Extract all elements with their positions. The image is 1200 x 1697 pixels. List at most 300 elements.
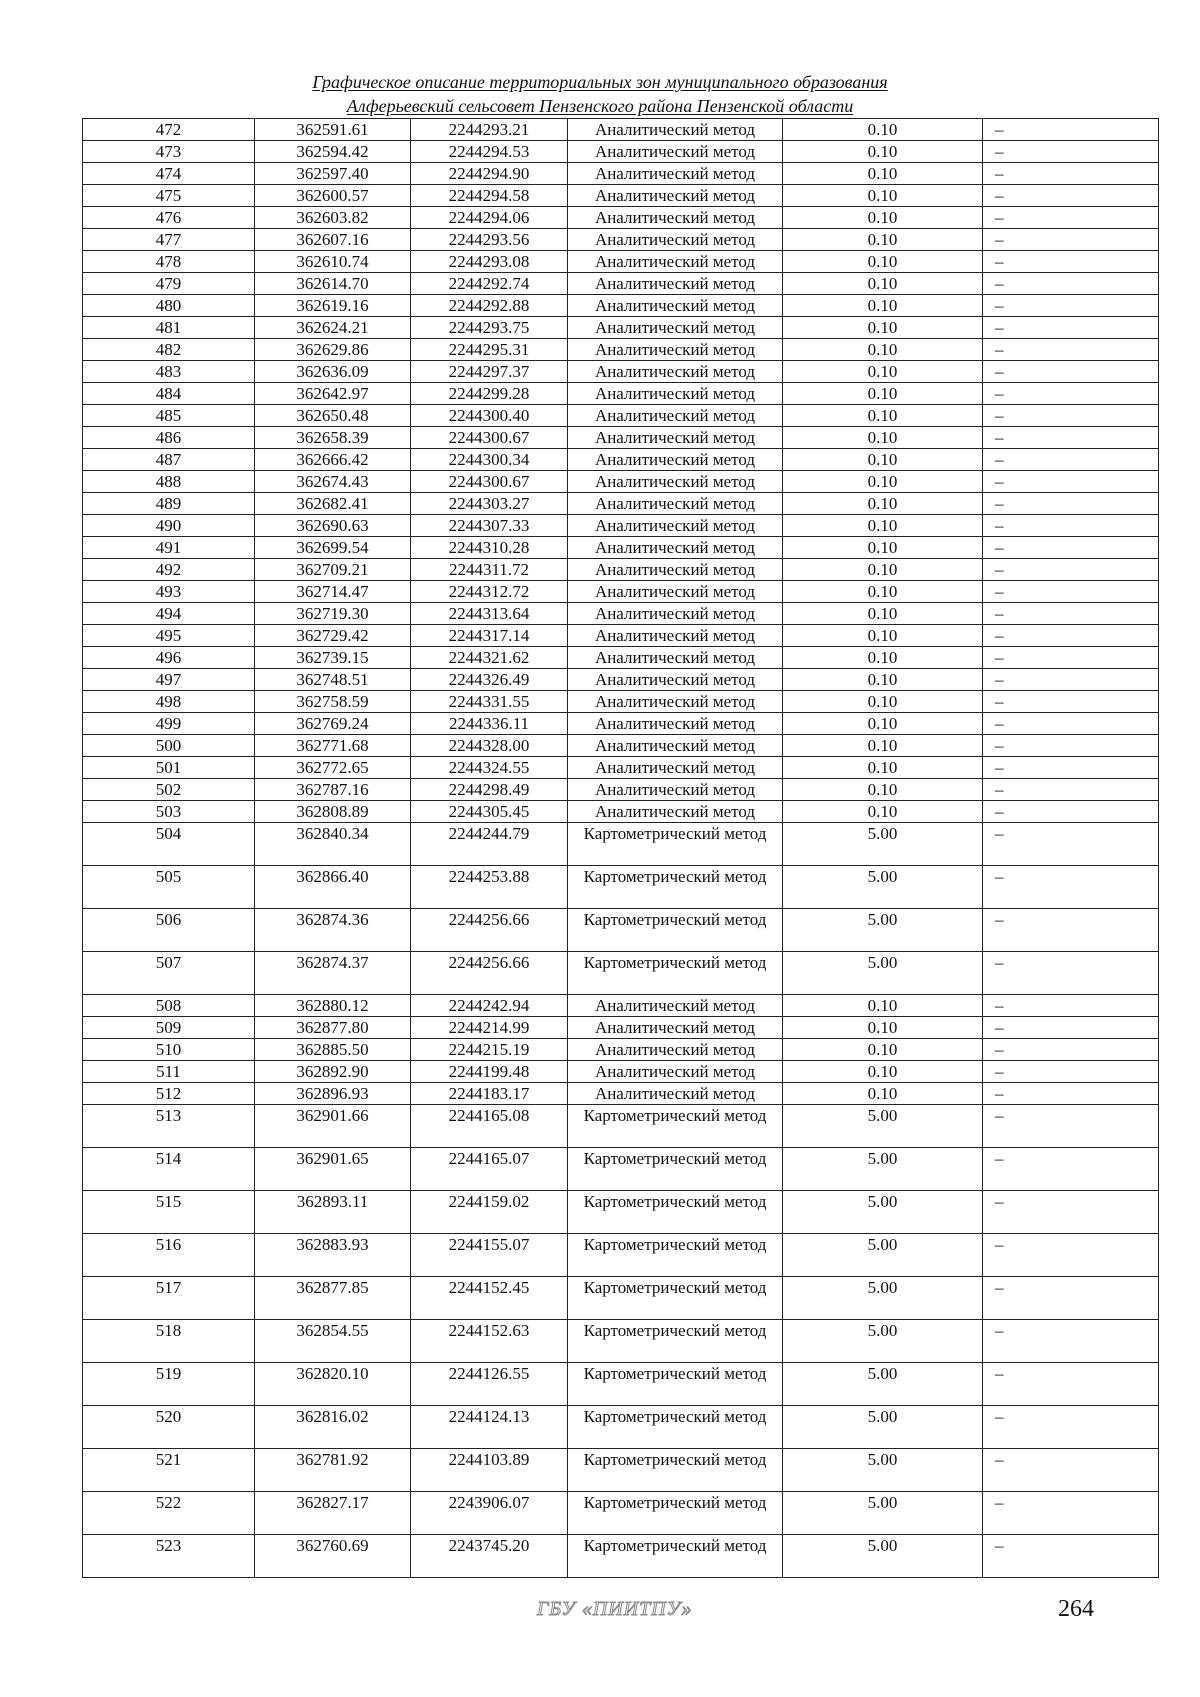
point-number-cell: 518 <box>83 1320 255 1363</box>
accuracy-cell: 5.00 <box>783 1277 983 1320</box>
x-coordinate-cell: 362893.11 <box>255 1191 411 1234</box>
x-coordinate-cell: 362896.93 <box>255 1083 411 1105</box>
method-cell: Аналитический метод <box>568 625 783 647</box>
point-number-cell: 483 <box>83 361 255 383</box>
description-cell: – <box>983 383 1159 405</box>
description-cell: – <box>983 757 1159 779</box>
point-number-cell: 472 <box>83 119 255 141</box>
table-row <box>83 1234 1159 1277</box>
x-coordinate-cell: 362658.39 <box>255 427 411 449</box>
point-number-cell: 502 <box>83 779 255 801</box>
y-coordinate-cell: 2244253.88 <box>411 866 568 909</box>
description-cell: – <box>983 163 1159 185</box>
method-cell: Картометрический метод <box>568 909 783 952</box>
table-row <box>83 1105 1159 1148</box>
method-cell: Картометрический метод <box>568 1535 783 1578</box>
point-number-cell: 505 <box>83 866 255 909</box>
y-coordinate-cell: 2244294.06 <box>411 207 568 229</box>
method-cell: Аналитический метод <box>568 361 783 383</box>
header-line-2: Алферьевский сельсовет Пензенского района Пензенской области <box>346 96 854 116</box>
description-cell: – <box>983 449 1159 471</box>
y-coordinate-cell: 2244292.88 <box>411 295 568 317</box>
point-number-cell: 514 <box>83 1148 255 1191</box>
accuracy-cell: 0.10 <box>783 713 983 735</box>
table-row <box>83 1320 1159 1363</box>
table-row <box>83 1363 1159 1406</box>
x-coordinate-cell: 362769.24 <box>255 713 411 735</box>
x-coordinate-cell: 362674.43 <box>255 471 411 493</box>
accuracy-cell: 0.10 <box>783 995 983 1017</box>
point-number-cell: 497 <box>83 669 255 691</box>
accuracy-cell: 0.10 <box>783 603 983 625</box>
point-number-cell: 515 <box>83 1191 255 1234</box>
x-coordinate-cell: 362874.37 <box>255 952 411 995</box>
description-cell: – <box>983 866 1159 909</box>
y-coordinate-cell: 2244293.21 <box>411 119 568 141</box>
accuracy-cell: 5.00 <box>783 1363 983 1406</box>
accuracy-cell: 0.10 <box>783 207 983 229</box>
description-cell: – <box>983 779 1159 801</box>
y-coordinate-cell: 2244305.45 <box>411 801 568 823</box>
footer-organization: ГБУ «ПИИТПУ» <box>537 1598 693 1620</box>
accuracy-cell: 0.10 <box>783 581 983 603</box>
point-number-cell: 523 <box>83 1535 255 1578</box>
description-cell: – <box>983 603 1159 625</box>
point-number-cell: 507 <box>83 952 255 995</box>
point-number-cell: 486 <box>83 427 255 449</box>
point-number-cell: 485 <box>83 405 255 427</box>
point-number-cell: 498 <box>83 691 255 713</box>
description-cell: – <box>983 1148 1159 1191</box>
x-coordinate-cell: 362781.92 <box>255 1449 411 1492</box>
y-coordinate-cell: 2244165.08 <box>411 1105 568 1148</box>
method-cell: Аналитический метод <box>568 995 783 1017</box>
y-coordinate-cell: 2243745.20 <box>411 1535 568 1578</box>
accuracy-cell: 5.00 <box>783 1148 983 1191</box>
method-cell: Картометрический метод <box>568 1449 783 1492</box>
y-coordinate-cell: 2244295.31 <box>411 339 568 361</box>
table-row <box>83 909 1159 952</box>
description-cell: – <box>983 1406 1159 1449</box>
method-cell: Картометрический метод <box>568 1148 783 1191</box>
accuracy-cell: 5.00 <box>783 909 983 952</box>
x-coordinate-cell: 362816.02 <box>255 1406 411 1449</box>
method-cell: Аналитический метод <box>568 757 783 779</box>
point-number-cell: 516 <box>83 1234 255 1277</box>
point-number-cell: 511 <box>83 1061 255 1083</box>
accuracy-cell: 0.10 <box>783 669 983 691</box>
accuracy-cell: 0.10 <box>783 119 983 141</box>
y-coordinate-cell: 2244297.37 <box>411 361 568 383</box>
description-cell: – <box>983 405 1159 427</box>
method-cell: Аналитический метод <box>568 515 783 537</box>
point-number-cell: 506 <box>83 909 255 952</box>
point-number-cell: 487 <box>83 449 255 471</box>
x-coordinate-cell: 362840.34 <box>255 823 411 866</box>
point-number-cell: 512 <box>83 1083 255 1105</box>
x-coordinate-cell: 362714.47 <box>255 581 411 603</box>
table-row <box>83 952 1159 995</box>
table-row <box>83 427 1159 449</box>
table-row <box>83 669 1159 691</box>
page-header <box>0 70 1200 118</box>
table-row <box>83 229 1159 251</box>
y-coordinate-cell: 2244328.00 <box>411 735 568 757</box>
accuracy-cell: 0.10 <box>783 449 983 471</box>
point-number-cell: 488 <box>83 471 255 493</box>
table-row <box>83 995 1159 1017</box>
x-coordinate-cell: 362591.61 <box>255 119 411 141</box>
x-coordinate-cell: 362619.16 <box>255 295 411 317</box>
y-coordinate-cell: 2244165.07 <box>411 1148 568 1191</box>
x-coordinate-cell: 362877.85 <box>255 1277 411 1320</box>
accuracy-cell: 5.00 <box>783 866 983 909</box>
description-cell: – <box>983 1492 1159 1535</box>
x-coordinate-cell: 362650.48 <box>255 405 411 427</box>
method-cell: Аналитический метод <box>568 251 783 273</box>
method-cell: Аналитический метод <box>568 119 783 141</box>
table-row <box>83 185 1159 207</box>
method-cell: Картометрический метод <box>568 1277 783 1320</box>
description-cell: – <box>983 1535 1159 1578</box>
description-cell: – <box>983 1363 1159 1406</box>
y-coordinate-cell: 2244126.55 <box>411 1363 568 1406</box>
accuracy-cell: 0.10 <box>783 559 983 581</box>
x-coordinate-cell: 362883.93 <box>255 1234 411 1277</box>
x-coordinate-cell: 362600.57 <box>255 185 411 207</box>
y-coordinate-cell: 2244256.66 <box>411 909 568 952</box>
point-number-cell: 501 <box>83 757 255 779</box>
table-row <box>83 449 1159 471</box>
x-coordinate-cell: 362603.82 <box>255 207 411 229</box>
method-cell: Аналитический метод <box>568 801 783 823</box>
point-number-cell: 509 <box>83 1017 255 1039</box>
method-cell: Аналитический метод <box>568 647 783 669</box>
table-row <box>83 691 1159 713</box>
accuracy-cell: 0.10 <box>783 273 983 295</box>
x-coordinate-cell: 362682.41 <box>255 493 411 515</box>
x-coordinate-cell: 362709.21 <box>255 559 411 581</box>
page-number: 264 <box>1058 1596 1094 1622</box>
table-row <box>83 383 1159 405</box>
point-number-cell: 482 <box>83 339 255 361</box>
accuracy-cell: 5.00 <box>783 1191 983 1234</box>
point-number-cell: 493 <box>83 581 255 603</box>
accuracy-cell: 5.00 <box>783 1492 983 1535</box>
method-cell: Картометрический метод <box>568 1320 783 1363</box>
y-coordinate-cell: 2244124.13 <box>411 1406 568 1449</box>
description-cell: – <box>983 581 1159 603</box>
y-coordinate-cell: 2244324.55 <box>411 757 568 779</box>
y-coordinate-cell: 2244159.02 <box>411 1191 568 1234</box>
accuracy-cell: 0.10 <box>783 339 983 361</box>
table-row <box>83 603 1159 625</box>
point-number-cell: 478 <box>83 251 255 273</box>
x-coordinate-cell: 362739.15 <box>255 647 411 669</box>
x-coordinate-cell: 362892.90 <box>255 1061 411 1083</box>
y-coordinate-cell: 2244299.28 <box>411 383 568 405</box>
table-row <box>83 207 1159 229</box>
method-cell: Аналитический метод <box>568 1017 783 1039</box>
method-cell: Аналитический метод <box>568 207 783 229</box>
method-cell: Аналитический метод <box>568 471 783 493</box>
description-cell: – <box>983 1449 1159 1492</box>
method-cell: Аналитический метод <box>568 317 783 339</box>
table-row <box>83 866 1159 909</box>
description-cell: – <box>983 952 1159 995</box>
table-row <box>83 823 1159 866</box>
x-coordinate-cell: 362880.12 <box>255 995 411 1017</box>
point-number-cell: 495 <box>83 625 255 647</box>
y-coordinate-cell: 2244298.49 <box>411 779 568 801</box>
description-cell: – <box>983 427 1159 449</box>
point-number-cell: 492 <box>83 559 255 581</box>
point-number-cell: 513 <box>83 1105 255 1148</box>
accuracy-cell: 0.10 <box>783 537 983 559</box>
point-number-cell: 475 <box>83 185 255 207</box>
accuracy-cell: 0.10 <box>783 185 983 207</box>
x-coordinate-cell: 362597.40 <box>255 163 411 185</box>
method-cell: Аналитический метод <box>568 273 783 295</box>
accuracy-cell: 5.00 <box>783 823 983 866</box>
accuracy-cell: 0.10 <box>783 1061 983 1083</box>
description-cell: – <box>983 493 1159 515</box>
accuracy-cell: 0.10 <box>783 493 983 515</box>
point-number-cell: 490 <box>83 515 255 537</box>
y-coordinate-cell: 2244293.56 <box>411 229 568 251</box>
description-cell: – <box>983 1061 1159 1083</box>
accuracy-cell: 0.10 <box>783 735 983 757</box>
method-cell: Аналитический метод <box>568 1083 783 1105</box>
description-cell: – <box>983 669 1159 691</box>
x-coordinate-cell: 362827.17 <box>255 1492 411 1535</box>
point-number-cell: 473 <box>83 141 255 163</box>
x-coordinate-cell: 362854.55 <box>255 1320 411 1363</box>
description-cell: – <box>983 339 1159 361</box>
y-coordinate-cell: 2244215.19 <box>411 1039 568 1061</box>
description-cell: – <box>983 317 1159 339</box>
method-cell: Аналитический метод <box>568 581 783 603</box>
x-coordinate-cell: 362629.86 <box>255 339 411 361</box>
description-cell: – <box>983 1234 1159 1277</box>
y-coordinate-cell: 2244155.07 <box>411 1234 568 1277</box>
method-cell: Картометрический метод <box>568 952 783 995</box>
point-number-cell: 474 <box>83 163 255 185</box>
y-coordinate-cell: 2244312.72 <box>411 581 568 603</box>
method-cell: Картометрический метод <box>568 1191 783 1234</box>
y-coordinate-cell: 2244199.48 <box>411 1061 568 1083</box>
method-cell: Аналитический метод <box>568 691 783 713</box>
table-row <box>83 1406 1159 1449</box>
description-cell: – <box>983 995 1159 1017</box>
y-coordinate-cell: 2244300.34 <box>411 449 568 471</box>
table-row <box>83 537 1159 559</box>
y-coordinate-cell: 2244317.14 <box>411 625 568 647</box>
table-row <box>83 1148 1159 1191</box>
table-row <box>83 295 1159 317</box>
y-coordinate-cell: 2244152.63 <box>411 1320 568 1363</box>
accuracy-cell: 0.10 <box>783 361 983 383</box>
x-coordinate-cell: 362771.68 <box>255 735 411 757</box>
method-cell: Аналитический метод <box>568 713 783 735</box>
x-coordinate-cell: 362820.10 <box>255 1363 411 1406</box>
x-coordinate-cell: 362607.16 <box>255 229 411 251</box>
description-cell: – <box>983 735 1159 757</box>
description-cell: – <box>983 909 1159 952</box>
x-coordinate-cell: 362901.66 <box>255 1105 411 1148</box>
y-coordinate-cell: 2243906.07 <box>411 1492 568 1535</box>
method-cell: Аналитический метод <box>568 229 783 251</box>
y-coordinate-cell: 2244183.17 <box>411 1083 568 1105</box>
method-cell: Аналитический метод <box>568 603 783 625</box>
method-cell: Картометрический метод <box>568 1492 783 1535</box>
accuracy-cell: 5.00 <box>783 1535 983 1578</box>
table-row <box>83 1039 1159 1061</box>
table-row <box>83 1492 1159 1535</box>
table-row <box>83 1061 1159 1083</box>
x-coordinate-cell: 362594.42 <box>255 141 411 163</box>
table-row <box>83 801 1159 823</box>
table-row <box>83 779 1159 801</box>
y-coordinate-cell: 2244310.28 <box>411 537 568 559</box>
y-coordinate-cell: 2244293.08 <box>411 251 568 273</box>
description-cell: – <box>983 1017 1159 1039</box>
accuracy-cell: 5.00 <box>783 1234 983 1277</box>
x-coordinate-cell: 362808.89 <box>255 801 411 823</box>
x-coordinate-cell: 362760.69 <box>255 1535 411 1578</box>
table-row <box>83 163 1159 185</box>
y-coordinate-cell: 2244336.11 <box>411 713 568 735</box>
accuracy-cell: 5.00 <box>783 1320 983 1363</box>
description-cell: – <box>983 295 1159 317</box>
method-cell: Аналитический метод <box>568 1039 783 1061</box>
description-cell: – <box>983 691 1159 713</box>
accuracy-cell: 0.10 <box>783 757 983 779</box>
method-cell: Картометрический метод <box>568 866 783 909</box>
x-coordinate-cell: 362614.70 <box>255 273 411 295</box>
description-cell: – <box>983 471 1159 493</box>
description-cell: – <box>983 1320 1159 1363</box>
accuracy-cell: 0.10 <box>783 1039 983 1061</box>
accuracy-cell: 0.10 <box>783 515 983 537</box>
table-row <box>83 119 1159 141</box>
table-row <box>83 273 1159 295</box>
method-cell: Аналитический метод <box>568 163 783 185</box>
point-number-cell: 500 <box>83 735 255 757</box>
table-row <box>83 471 1159 493</box>
accuracy-cell: 5.00 <box>783 1105 983 1148</box>
description-cell: – <box>983 625 1159 647</box>
point-number-cell: 520 <box>83 1406 255 1449</box>
description-cell: – <box>983 141 1159 163</box>
y-coordinate-cell: 2244313.64 <box>411 603 568 625</box>
y-coordinate-cell: 2244214.99 <box>411 1017 568 1039</box>
description-cell: – <box>983 647 1159 669</box>
x-coordinate-cell: 362772.65 <box>255 757 411 779</box>
method-cell: Аналитический метод <box>568 405 783 427</box>
description-cell: – <box>983 185 1159 207</box>
table-row <box>83 1535 1159 1578</box>
description-cell: – <box>983 1105 1159 1148</box>
description-cell: – <box>983 361 1159 383</box>
x-coordinate-cell: 362699.54 <box>255 537 411 559</box>
x-coordinate-cell: 362787.16 <box>255 779 411 801</box>
description-cell: – <box>983 823 1159 866</box>
accuracy-cell: 0.10 <box>783 801 983 823</box>
point-number-cell: 503 <box>83 801 255 823</box>
y-coordinate-cell: 2244331.55 <box>411 691 568 713</box>
table-row <box>83 1083 1159 1105</box>
method-cell: Картометрический метод <box>568 1406 783 1449</box>
y-coordinate-cell: 2244256.66 <box>411 952 568 995</box>
accuracy-cell: 0.10 <box>783 647 983 669</box>
method-cell: Аналитический метод <box>568 735 783 757</box>
table-body <box>83 119 1159 1578</box>
table-row <box>83 493 1159 515</box>
accuracy-cell: 0.10 <box>783 229 983 251</box>
method-cell: Аналитический метод <box>568 669 783 691</box>
description-cell: – <box>983 207 1159 229</box>
accuracy-cell: 5.00 <box>783 1449 983 1492</box>
accuracy-cell: 0.10 <box>783 317 983 339</box>
y-coordinate-cell: 2244292.74 <box>411 273 568 295</box>
method-cell: Аналитический метод <box>568 449 783 471</box>
y-coordinate-cell: 2244294.53 <box>411 141 568 163</box>
x-coordinate-cell: 362719.30 <box>255 603 411 625</box>
method-cell: Аналитический метод <box>568 779 783 801</box>
x-coordinate-cell: 362885.50 <box>255 1039 411 1061</box>
method-cell: Аналитический метод <box>568 427 783 449</box>
y-coordinate-cell: 2244307.33 <box>411 515 568 537</box>
accuracy-cell: 0.10 <box>783 163 983 185</box>
method-cell: Аналитический метод <box>568 295 783 317</box>
method-cell: Аналитический метод <box>568 493 783 515</box>
y-coordinate-cell: 2244103.89 <box>411 1449 568 1492</box>
point-number-cell: 494 <box>83 603 255 625</box>
y-coordinate-cell: 2244242.94 <box>411 995 568 1017</box>
point-number-cell: 491 <box>83 537 255 559</box>
table-row <box>83 339 1159 361</box>
description-cell: – <box>983 229 1159 251</box>
y-coordinate-cell: 2244326.49 <box>411 669 568 691</box>
x-coordinate-cell: 362901.65 <box>255 1148 411 1191</box>
table-row <box>83 361 1159 383</box>
description-cell: – <box>983 1191 1159 1234</box>
table-row <box>83 317 1159 339</box>
y-coordinate-cell: 2244294.90 <box>411 163 568 185</box>
point-number-cell: 489 <box>83 493 255 515</box>
description-cell: – <box>983 1277 1159 1320</box>
x-coordinate-cell: 362636.09 <box>255 361 411 383</box>
description-cell: – <box>983 119 1159 141</box>
accuracy-cell: 0.10 <box>783 405 983 427</box>
table-row <box>83 141 1159 163</box>
x-coordinate-cell: 362642.97 <box>255 383 411 405</box>
accuracy-cell: 0.10 <box>783 691 983 713</box>
y-coordinate-cell: 2244311.72 <box>411 559 568 581</box>
table-row <box>83 735 1159 757</box>
point-number-cell: 480 <box>83 295 255 317</box>
method-cell: Аналитический метод <box>568 185 783 207</box>
table-row <box>83 1449 1159 1492</box>
table-row <box>83 757 1159 779</box>
accuracy-cell: 0.10 <box>783 625 983 647</box>
x-coordinate-cell: 362729.42 <box>255 625 411 647</box>
method-cell: Аналитический метод <box>568 1061 783 1083</box>
description-cell: – <box>983 1083 1159 1105</box>
accuracy-cell: 5.00 <box>783 952 983 995</box>
point-number-cell: 522 <box>83 1492 255 1535</box>
